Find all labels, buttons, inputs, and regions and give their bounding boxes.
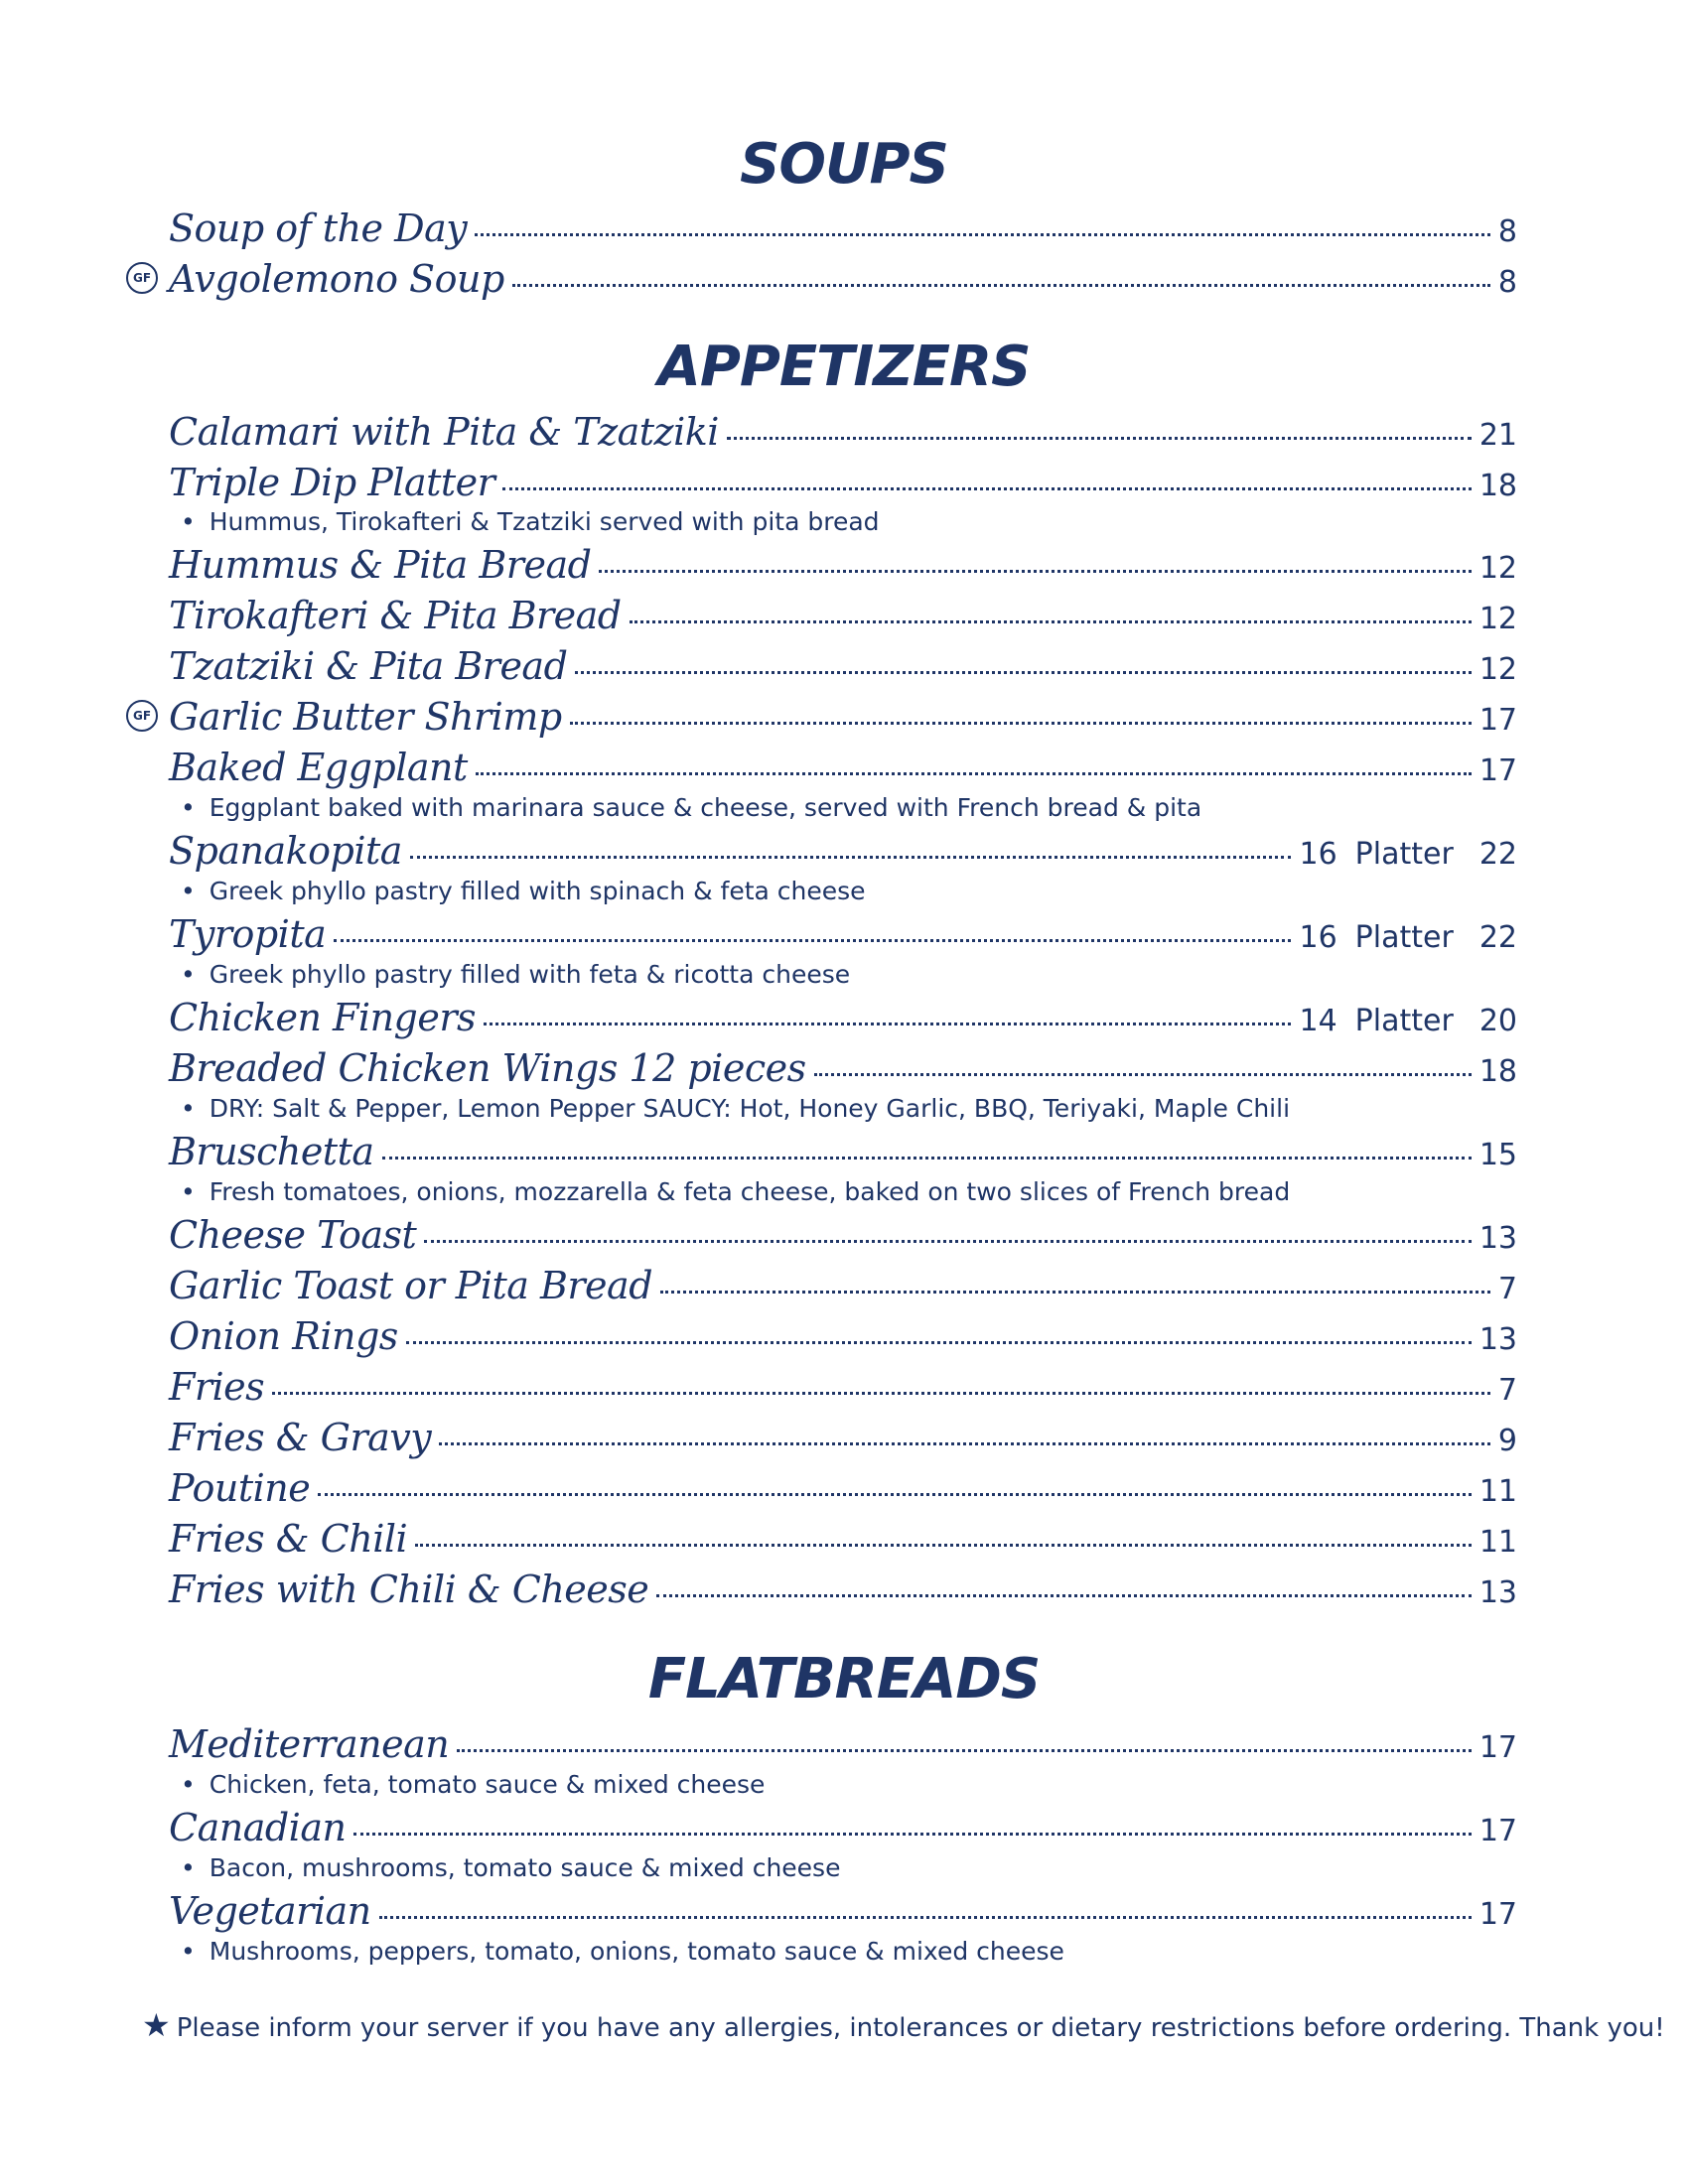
platter-price: 22 [1478,920,1517,955]
dot-leader [379,1916,1472,1919]
platter-price: 22 [1478,837,1517,872]
menu-item-poutine [169,1464,1517,1512]
item-description-text: Chicken, feta, tomato sauce & mixed cheese [209,1770,766,1799]
item-price: 14 [1299,1004,1337,1038]
item-price: 12 [1478,652,1517,687]
dot-leader [502,487,1472,490]
menu-item-canadian [169,1804,1517,1851]
dot-leader [475,233,1490,236]
bullet-icon: • [181,1770,196,1799]
platter-label: Platter [1354,920,1454,955]
item-price: 7 [1497,1373,1517,1408]
menu-item-soup-of-the-day [169,205,1517,252]
item-name: Fries [169,1365,265,1409]
dot-leader [599,570,1471,573]
menu-item-onion-rings [169,1312,1517,1360]
menu-item-vegetarian [169,1887,1517,1935]
item-description [181,1768,765,1802]
star-icon: ★ [142,2006,171,2044]
item-price: 16 [1299,837,1337,872]
item-name: Spanakopita [169,829,402,873]
item-price: 8 [1497,214,1517,249]
menu-item-calamari [169,408,1517,456]
menu-item-fries-chili [169,1515,1517,1563]
item-name: Tyropita [169,912,327,956]
bullet-icon: • [181,1094,196,1123]
item-name: Fries & Gravy [169,1416,432,1459]
menu-item-baked-eggplant [169,744,1517,791]
item-price: 13 [1478,1575,1517,1610]
dot-leader [410,856,1292,859]
item-name: Fries with Chili & Cheese [169,1568,649,1611]
item-name: Canadian [169,1806,347,1849]
item-description [181,958,850,992]
menu-item-chicken-wings [169,1044,1517,1092]
item-price: 21 [1478,418,1517,453]
item-description-text: Mushrooms, peppers, tomato, onions, tomato sauce & mixed cheese [209,1937,1064,1966]
dot-leader [660,1291,1490,1294]
item-name: Tzatziki & Pita Bread [169,644,568,688]
item-name: Garlic Butter Shrimp [169,695,562,739]
item-price: 7 [1497,1272,1517,1306]
platter-label: Platter [1354,837,1454,872]
allergy-notice-text: Please inform your server if you have any allergies, intolerances or dietary restrictions before ordering. Thank you! [176,2013,1665,2043]
item-description [181,505,880,539]
item-name: Poutine [169,1466,311,1510]
item-name: Hummus & Pita Bread [169,543,592,587]
dot-leader [382,1157,1472,1160]
item-name: Fries & Chili [169,1517,408,1561]
dot-leader [353,1833,1471,1836]
dot-leader [656,1594,1472,1597]
gluten-free-badge: GF [126,262,158,294]
item-price: 9 [1497,1424,1517,1458]
item-description-text: Eggplant baked with marinara sauce & cheese, served with French bread & pita [209,793,1202,822]
item-description [181,791,1201,825]
item-price: 12 [1478,551,1517,586]
bullet-icon: • [181,1937,196,1966]
platter-price: 20 [1478,1004,1517,1038]
section-heading-soups: SOUPS [740,132,948,197]
item-name: Tirokafteri & Pita Bread [169,594,622,637]
item-name: Triple Dip Platter [169,461,495,504]
gluten-free-badge: GF [126,700,158,732]
item-description-text: Hummus, Tirokafteri & Tzatziki served with pita bread [209,507,880,536]
menu-item-spanakopita [169,827,1517,875]
item-description-text: Greek phyllo pastry filled with spinach & feta cheese [209,877,866,905]
dot-leader [439,1442,1490,1445]
item-price: 17 [1478,1814,1517,1848]
item-price: 17 [1478,1897,1517,1932]
item-price: 15 [1478,1138,1517,1172]
item-description [181,1092,1290,1126]
item-name: Garlic Toast or Pita Bread [169,1264,653,1307]
menu-item-fries [169,1363,1517,1411]
menu-item-tirokafteri [169,592,1517,639]
menu-item-fries-gravy [169,1414,1517,1461]
item-price: 11 [1478,1474,1517,1509]
item-price: 17 [1478,1730,1517,1765]
item-name: Baked Eggplant [169,746,468,789]
menu-item-mediterranean [169,1720,1517,1768]
item-name: Calamari with Pita & Tzatziki [169,410,719,454]
item-description [181,1851,840,1885]
menu-item-tzatziki [169,642,1517,690]
item-price: 8 [1497,265,1517,300]
allergy-notice [142,2007,1665,2046]
dot-leader [334,939,1291,942]
section-heading-flatbreads: FLATBREADS [647,1647,1041,1711]
item-name: Breaded Chicken Wings 12 pieces [169,1046,806,1090]
bullet-icon: • [181,877,196,905]
item-price: 11 [1478,1525,1517,1560]
menu-item-fries-chili-cheese [169,1566,1517,1613]
dot-leader [272,1392,1490,1395]
dot-leader [484,1023,1291,1025]
dot-leader [512,284,1490,287]
menu-item-avgolemono-soup [169,255,1517,303]
dot-leader [814,1073,1472,1076]
item-name: Bruschetta [169,1130,374,1173]
item-description-text: DRY: Salt & Pepper, Lemon Pepper SAUCY: Hot, Honey Garlic, BBQ, Teriyaki, Maple Chili [209,1094,1291,1123]
bullet-icon: • [181,507,196,536]
dot-leader [727,437,1472,440]
item-price: 13 [1478,1221,1517,1256]
item-name: Chicken Fingers [169,996,477,1039]
bullet-icon: • [181,1177,196,1206]
menu-item-bruschetta [169,1128,1517,1175]
menu-item-hummus [169,541,1517,589]
item-description [181,875,866,908]
item-name: Avgolemono Soup [169,257,504,301]
item-price: 17 [1478,703,1517,738]
dot-leader [630,620,1472,623]
menu-item-triple-dip-platter [169,459,1517,506]
item-description-text: Greek phyllo pastry filled with feta & ricotta cheese [209,960,851,989]
dot-leader [406,1341,1472,1344]
menu-item-garlic-toast [169,1262,1517,1309]
dot-leader [415,1544,1472,1547]
dot-leader [476,772,1472,775]
dot-leader [575,671,1471,674]
item-description-text: Fresh tomatoes, onions, mozzarella & feta cheese, baked on two slices of French bread [209,1177,1291,1206]
item-price: 16 [1299,920,1337,955]
item-price: 18 [1478,1054,1517,1089]
item-price: 12 [1478,602,1517,636]
item-name: Vegetarian [169,1889,371,1933]
dot-leader [570,722,1472,725]
menu-item-cheese-toast [169,1211,1517,1259]
bullet-icon: • [181,793,196,822]
section-heading-appetizers: APPETIZERS [657,335,1031,399]
item-name: Soup of the Day [169,206,468,250]
dot-leader [424,1240,1472,1243]
item-name: Cheese Toast [169,1213,417,1257]
item-name: Mediterranean [169,1722,450,1766]
menu-item-garlic-butter-shrimp [169,693,1517,741]
bullet-icon: • [181,960,196,989]
menu-item-tyropita [169,910,1517,958]
item-price: 13 [1478,1322,1517,1357]
item-name: Onion Rings [169,1314,398,1358]
dot-leader [318,1493,1472,1496]
item-description [181,1935,1064,1969]
dot-leader [457,1749,1472,1752]
platter-label: Platter [1354,1004,1454,1038]
menu-item-chicken-fingers [169,994,1517,1041]
bullet-icon: • [181,1853,196,1882]
item-price: 17 [1478,753,1517,788]
item-description [181,1175,1290,1209]
item-description-text: Bacon, mushrooms, tomato sauce & mixed cheese [209,1853,841,1882]
item-price: 18 [1478,469,1517,503]
